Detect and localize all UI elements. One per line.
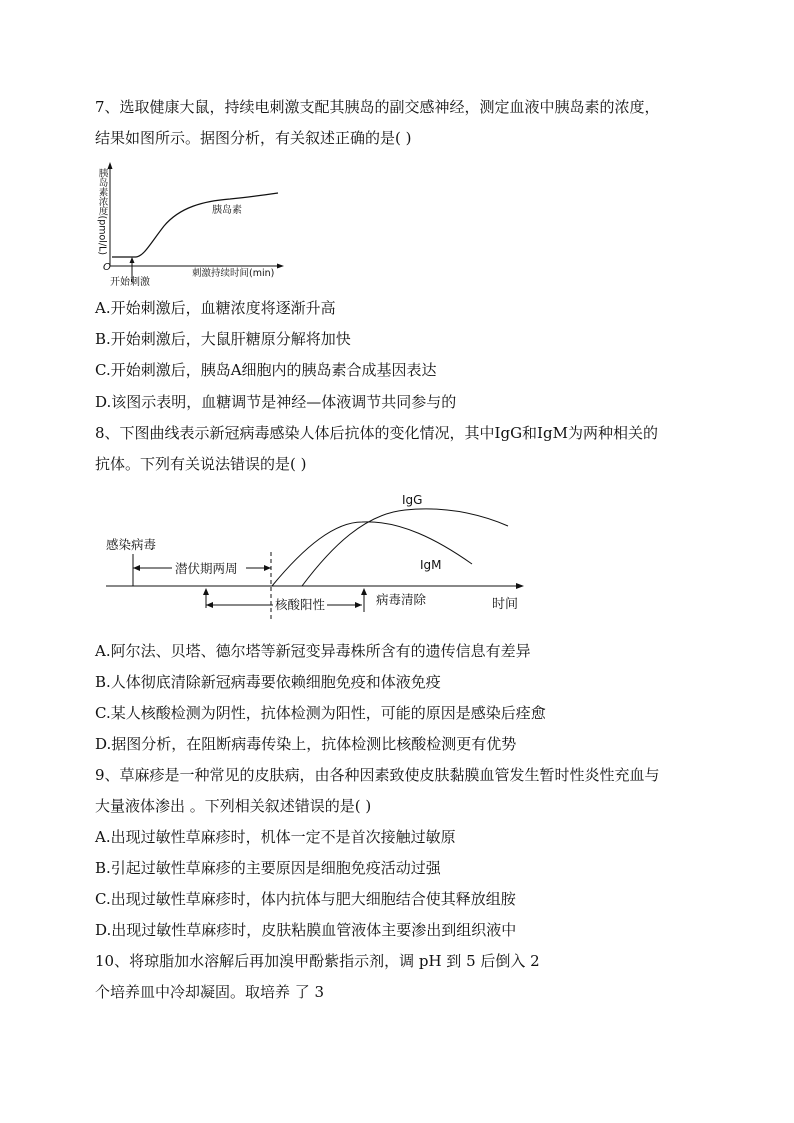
q8-option-a: A.阿尔法、贝塔、德尔塔等新冠变异毒株所含有的遗传信息有差异: [95, 642, 531, 660]
y-axis-arrow: [108, 162, 113, 169]
q8-stem-line2: 抗体。下列有关说法错误的是( ): [95, 455, 307, 473]
q9-option-d: D.出现过敏性草麻疹时，皮肤粘膜血管液体主要渗出到组织液中: [95, 921, 517, 939]
infection-label: 感染病毒: [106, 537, 157, 552]
igg-label: IgG: [402, 493, 423, 507]
incubation-label: 潜伏期两周: [175, 561, 238, 576]
q9-option-a: A.出现过敏性草麻疹时，机体一定不是首次接触过敏原: [95, 828, 456, 846]
q8-option-d: D.据图分析，在阻断病毒传染上，抗体检测比核酸检测更有优势: [95, 735, 517, 753]
q9-stem-line1: 9、草麻疹是一种常见的皮肤病，由各种因素致使皮肤黏膜血管发生暂时性炎性充血与: [95, 766, 660, 784]
q7-option-b: B.开始刺激后，大鼠肝糖原分解将加快: [95, 330, 351, 348]
q8-option-b: B.人体彻底清除新冠病毒要依赖细胞免疫和体液免疫: [95, 673, 441, 691]
nucleic-start-arrow: [203, 588, 209, 595]
time-axis-arrow: [516, 583, 524, 589]
igm-curve: [272, 522, 472, 586]
q9-stem-line2: 大量液体渗出 。下列相关叙述错误的是( ): [95, 797, 372, 815]
nucleic-span-left: [206, 602, 213, 608]
start-arrow-head: [130, 257, 135, 263]
y-axis-label: 胰岛素浓度(pmol/L): [96, 168, 108, 256]
q8-stem-line1: 8、下图曲线表示新冠病毒感染人体后抗体的变化情况，其中IgG和IgM为两种相关的: [95, 424, 658, 442]
igg-curve: [302, 509, 508, 586]
antibody-timeline-figure: [100, 488, 540, 623]
incubation-arrow-left: [133, 565, 140, 571]
virus-cleared-label: 病毒清除: [376, 592, 427, 607]
x-axis-label: 刺激持续时间(min): [192, 268, 275, 279]
q9-option-c: C.出现过敏性草麻疹时，体内抗体与肥大细胞结合使其释放组胺: [95, 890, 516, 908]
origin-label: O: [103, 262, 111, 273]
q7-option-a: A.开始刺激后，血糖浓度将逐渐升高: [95, 299, 336, 317]
igm-label: IgM: [420, 558, 442, 572]
cleared-arrow: [361, 588, 367, 595]
q9-option-b: B.引起过敏性草麻疹的主要原因是细胞免疫活动过强: [95, 859, 441, 877]
q7-stem-line1: 7、选取健康大鼠，持续电刺激支配其胰岛的副交感神经，测定血液中胰岛素的浓度，: [95, 98, 660, 116]
insulin-curve-label: 胰岛素: [212, 205, 242, 216]
time-axis-label: 时间: [492, 597, 519, 612]
nucleic-positive-label: 核酸阳性: [275, 597, 326, 612]
q8-option-c: C.某人核酸检测为阴性，抗体检测为阳性，可能的原因是感染后痊愈: [95, 704, 546, 722]
q7-option-d: D.该图示表明，血糖调节是神经—体液调节共同参与的: [95, 393, 457, 411]
q7-stem-line2: 结果如图所示。据图分析，有关叙述正确的是( ): [95, 129, 412, 147]
q10-stem-line1: 10、将琼脂加水溶解后再加溴甲酚紫指示剂，调 pH 到 5 后倒入 2: [95, 952, 540, 970]
start-stimulation-label: 开始刺激: [110, 277, 150, 288]
q7-option-c: C.开始刺激后，胰岛A细胞内的胰岛素合成基因表达: [95, 361, 437, 379]
x-axis-arrow: [277, 264, 284, 269]
incubation-arrow-right: [264, 565, 271, 571]
q10-stem-line2: 个培养皿中冷却凝固。取培养 了 3: [95, 983, 325, 1001]
insulin-curve: [112, 193, 278, 257]
nucleic-span-right: [355, 602, 362, 608]
insulin-concentration-figure: [92, 158, 292, 290]
